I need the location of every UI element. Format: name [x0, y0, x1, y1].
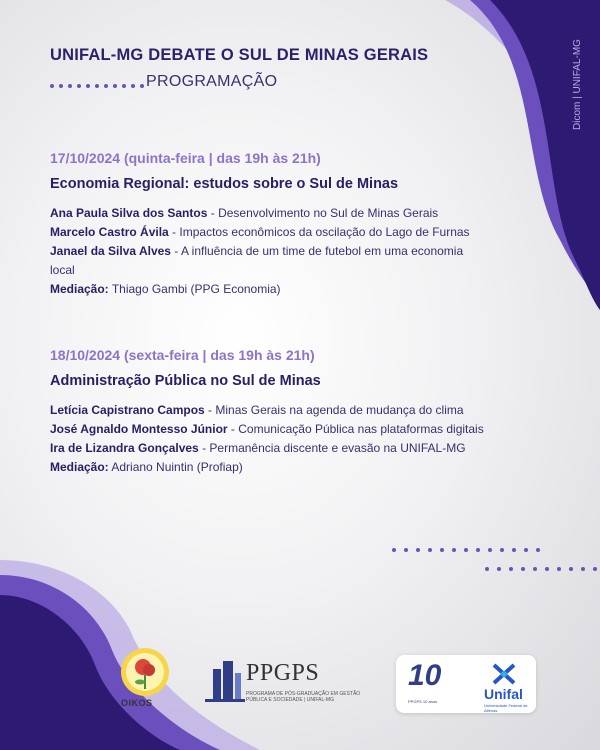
- day-theme: Administração Pública no Sul de Minas: [50, 373, 321, 389]
- day-date: 17/10/2024 (quinta-feira | das 19h às 21h): [50, 150, 321, 166]
- topic: Impactos econômicos da oscilação do Lago de Furnas: [179, 225, 470, 239]
- speaker: Janael da Silva Alves: [50, 244, 171, 258]
- side-credit: Dicom | UNIFAL-MG: [572, 39, 583, 130]
- day-1: [50, 150, 520, 299]
- speaker: Letícia Capistrano Campos: [50, 403, 205, 417]
- topic: Adriano Nuintin (Profiap): [111, 460, 243, 474]
- topic: Permanência discente e evasão na UNIFAL-MG: [209, 441, 466, 455]
- talk-item: [50, 458, 560, 477]
- talk-item: [50, 280, 520, 299]
- topic: Minas Gerais na agenda de mudança do clima: [215, 403, 464, 417]
- title-dots: [50, 84, 144, 88]
- day-date: 18/10/2024 (sexta-feira | das 19h às 21h): [50, 347, 315, 363]
- topic: Desenvolvimento no Sul de Minas Gerais: [218, 206, 439, 220]
- speaker: Ana Paula Silva dos Santos: [50, 206, 208, 220]
- talk-item: Ana Paula Silva dos Santos - Desenvolvimento no Sul de Minas Gerais: [50, 206, 439, 220]
- speaker: José Agnaldo Montesso Júnior: [50, 422, 228, 436]
- page-title: UNIFAL-MG DEBATE O SUL DE MINAS GERAIS: [50, 46, 429, 64]
- partner-badge: [396, 655, 536, 713]
- talk-item: Letícia Capistrano Campos - Minas Gerais na agenda de mudança do clima: [50, 403, 464, 417]
- day-2: [50, 347, 560, 477]
- talk-item: José Agnaldo Montesso Júnior - Comunicação Pública nas plataformas digitais: [50, 422, 484, 436]
- ppgps-title: PPGPS: [246, 660, 320, 686]
- topic: A influência de um time de futebol em uma economia local: [50, 244, 464, 277]
- unifal-emblem-icon: [492, 663, 516, 685]
- ten-years-subtitle: PPGPS 10 anos: [408, 699, 438, 704]
- speaker: Marcelo Castro Ávila: [50, 225, 169, 239]
- talk-item: Marcelo Castro Ávila - Impactos econômicos da oscilação do Lago de Furnas: [50, 225, 470, 239]
- decorative-dots: [485, 567, 597, 571]
- speaker: Mediação:: [50, 282, 109, 296]
- speaker: Mediação:: [50, 460, 109, 474]
- ten-years-mark: 10: [408, 659, 442, 692]
- ppgps-subtitle: PROGRAMA DE PÓS-GRADUAÇÃO EM GESTÃO PÚBLICA E SOCIEDADE | UNIFAL-MG: [246, 691, 361, 703]
- decorative-dots: [392, 548, 540, 552]
- topic: Comunicação Pública nas plataformas digitais: [238, 422, 484, 436]
- talk-item: Ira de Lizandra Gonçalves - Permanência discente e evasão na UNIFAL-MG: [50, 441, 466, 455]
- day-theme: Economia Regional: estudos sobre o Sul de Minas: [50, 176, 399, 192]
- oikos-label: OIKOS: [121, 698, 153, 708]
- unifal-subtitle: Universidade Federal de Alfenas: [484, 703, 528, 713]
- oikos-logo-icon: [118, 645, 172, 699]
- talk-item: Janael da Silva Alves - A influência de um time de futebol em uma economia local: [50, 244, 464, 277]
- speaker: Ira de Lizandra Gonçalves: [50, 441, 199, 455]
- unifal-wordmark: Unifal: [484, 686, 523, 702]
- topic: Thiago Gambi (PPG Economia): [111, 282, 281, 296]
- page-subtitle: PROGRAMAÇÃO: [146, 73, 278, 90]
